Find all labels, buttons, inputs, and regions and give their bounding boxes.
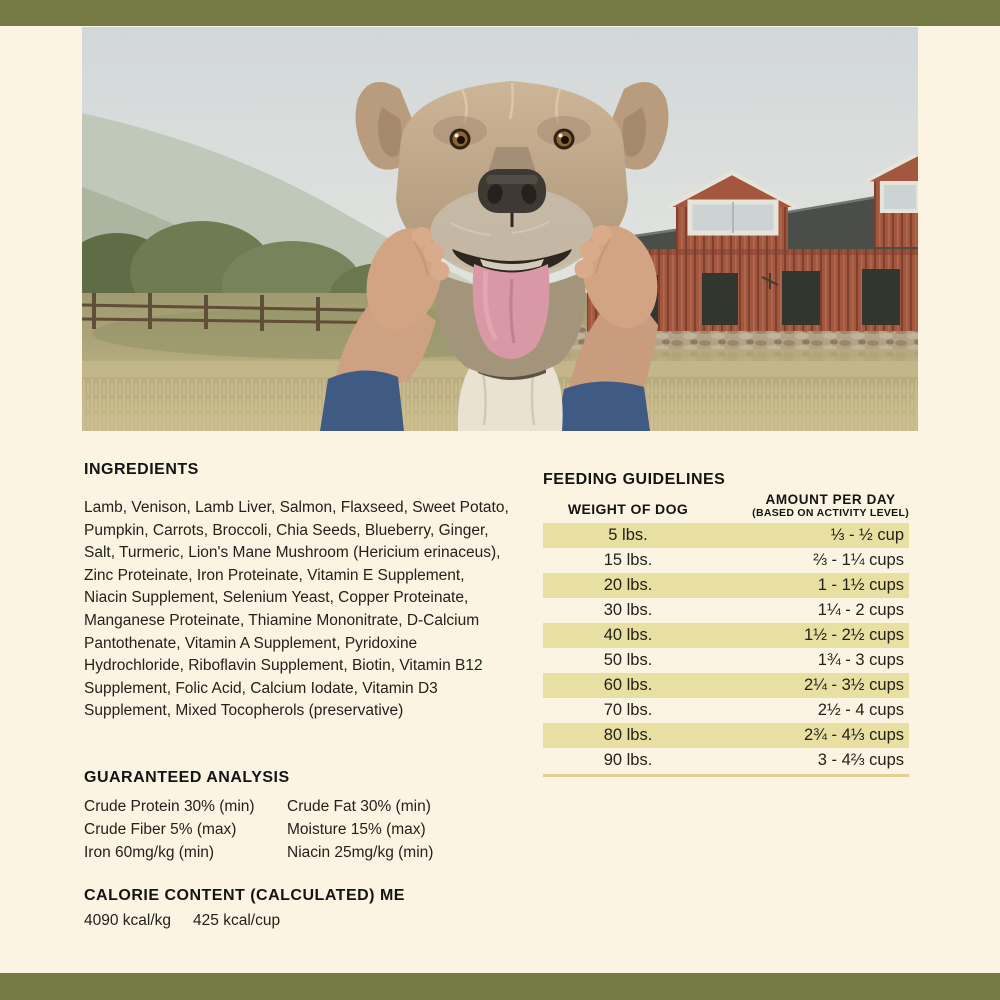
ingredients-text: Lamb, Venison, Lamb Liver, Salmon, Flaxseed, Sweet Potato, Pumpkin, Carrots, Broccoli, Chia Seeds, Blueberry, Ginger, Salt, Turmeric, Lion's Mane Mushroom (Hericium erinaceus), Zinc Proteinate, Iron Proteinate, Vitamin E Supplement, Niacin Supplement, Selenium Yeast, Copper Proteinate, Manganese Proteinate, Thiamine Mononitrate, D-Calcium Pantothenate, Vitamin A Supplement, Pyridoxine Hydrochloride, Riboflavin Supplement, Biotin, Vitamin B12 Supplement, Folic Acid, Calcium Iodate, Vitamin D3 Supplement, Mixed Tocopherols (preservative): [84, 499, 509, 720]
amount-cell: ⅔ - 1¼ cups: [813, 551, 904, 569]
amount-cell: ⅓ - ½ cup: [830, 526, 904, 544]
analysis-value: Iron 60mg/kg (min): [84, 844, 215, 861]
amount-cell: 3 - 4⅔ cups: [817, 751, 904, 769]
weight-cell: 70 lbs.: [603, 701, 653, 719]
table-row: [543, 748, 909, 773]
table-row: [543, 573, 909, 598]
weight-cell: 50 lbs.: [603, 651, 653, 669]
table-row: [543, 723, 909, 748]
calorie-values: [84, 912, 280, 930]
calorie-content-title: CALORIE CONTENT (CALCULATED) ME: [84, 887, 405, 904]
dog-eye-left: [450, 129, 471, 150]
bottom-border-band: [0, 973, 1000, 1000]
amount-column-header: AMOUNT PER DAY (BASED ON ACTIVITY LEVEL): [752, 492, 909, 519]
sleeve-left: [320, 370, 404, 431]
analysis-value: Moisture 15% (max): [287, 821, 426, 838]
analysis-value: Crude Protein 30% (min): [84, 798, 255, 815]
amount-cell: 1 - 1½ cups: [817, 576, 904, 594]
weight-cell: 5 lbs.: [608, 526, 648, 544]
table-bottom-rule: [543, 774, 909, 777]
feeding-guidelines-title: FEEDING GUIDELINES: [543, 471, 726, 488]
weight-cell: 90 lbs.: [603, 751, 653, 769]
calorie-kcal-kg: 4090 kcal/kg: [84, 912, 172, 929]
analysis-value: Niacin 25mg/kg (min): [287, 844, 434, 861]
guaranteed-analysis-title: GUARANTEED ANALYSIS: [84, 769, 290, 786]
amount-cell: 1¾ - 3 cups: [817, 651, 904, 669]
dog-eye-right: [554, 129, 575, 150]
amount-cell: 2¼ - 3½ cups: [804, 676, 904, 694]
table-row: [543, 598, 909, 623]
table-row: [543, 523, 909, 548]
analysis-value: Crude Fiber 5% (max): [84, 821, 237, 838]
calorie-kcal-cup: 425 kcal/cup: [193, 912, 281, 929]
table-row: [543, 548, 909, 573]
feeding-table-header: [543, 492, 909, 519]
weight-cell: 40 lbs.: [603, 626, 653, 644]
top-border-band: [0, 0, 1000, 26]
amount-cell: 2½ - 4 cups: [817, 701, 904, 719]
weight-cell: 60 lbs.: [603, 676, 653, 694]
weight-cell: 20 lbs.: [603, 576, 653, 594]
weight-cell: 30 lbs.: [603, 601, 653, 619]
weight-cell: 15 lbs.: [603, 551, 653, 569]
table-row: [543, 648, 909, 673]
table-row: [543, 698, 909, 723]
ingredients-title: INGREDIENTS: [84, 461, 199, 478]
sleeve-right: [556, 381, 650, 431]
dormer-window: [882, 183, 918, 211]
hero-photo: [82, 27, 918, 431]
amount-cell: 1¼ - 2 cups: [817, 601, 904, 619]
weight-column-header: WEIGHT OF DOG: [567, 501, 689, 517]
guaranteed-analysis-grid: [84, 795, 514, 864]
amount-cell: 1½ - 2½ cups: [804, 626, 904, 644]
table-row: [543, 623, 909, 648]
table-row: [543, 673, 909, 698]
feeding-table: [543, 523, 909, 773]
analysis-value: Crude Fat 30% (min): [287, 798, 431, 815]
amount-cell: 2¾ - 4⅓ cups: [804, 726, 904, 744]
weight-cell: 80 lbs.: [603, 726, 653, 744]
